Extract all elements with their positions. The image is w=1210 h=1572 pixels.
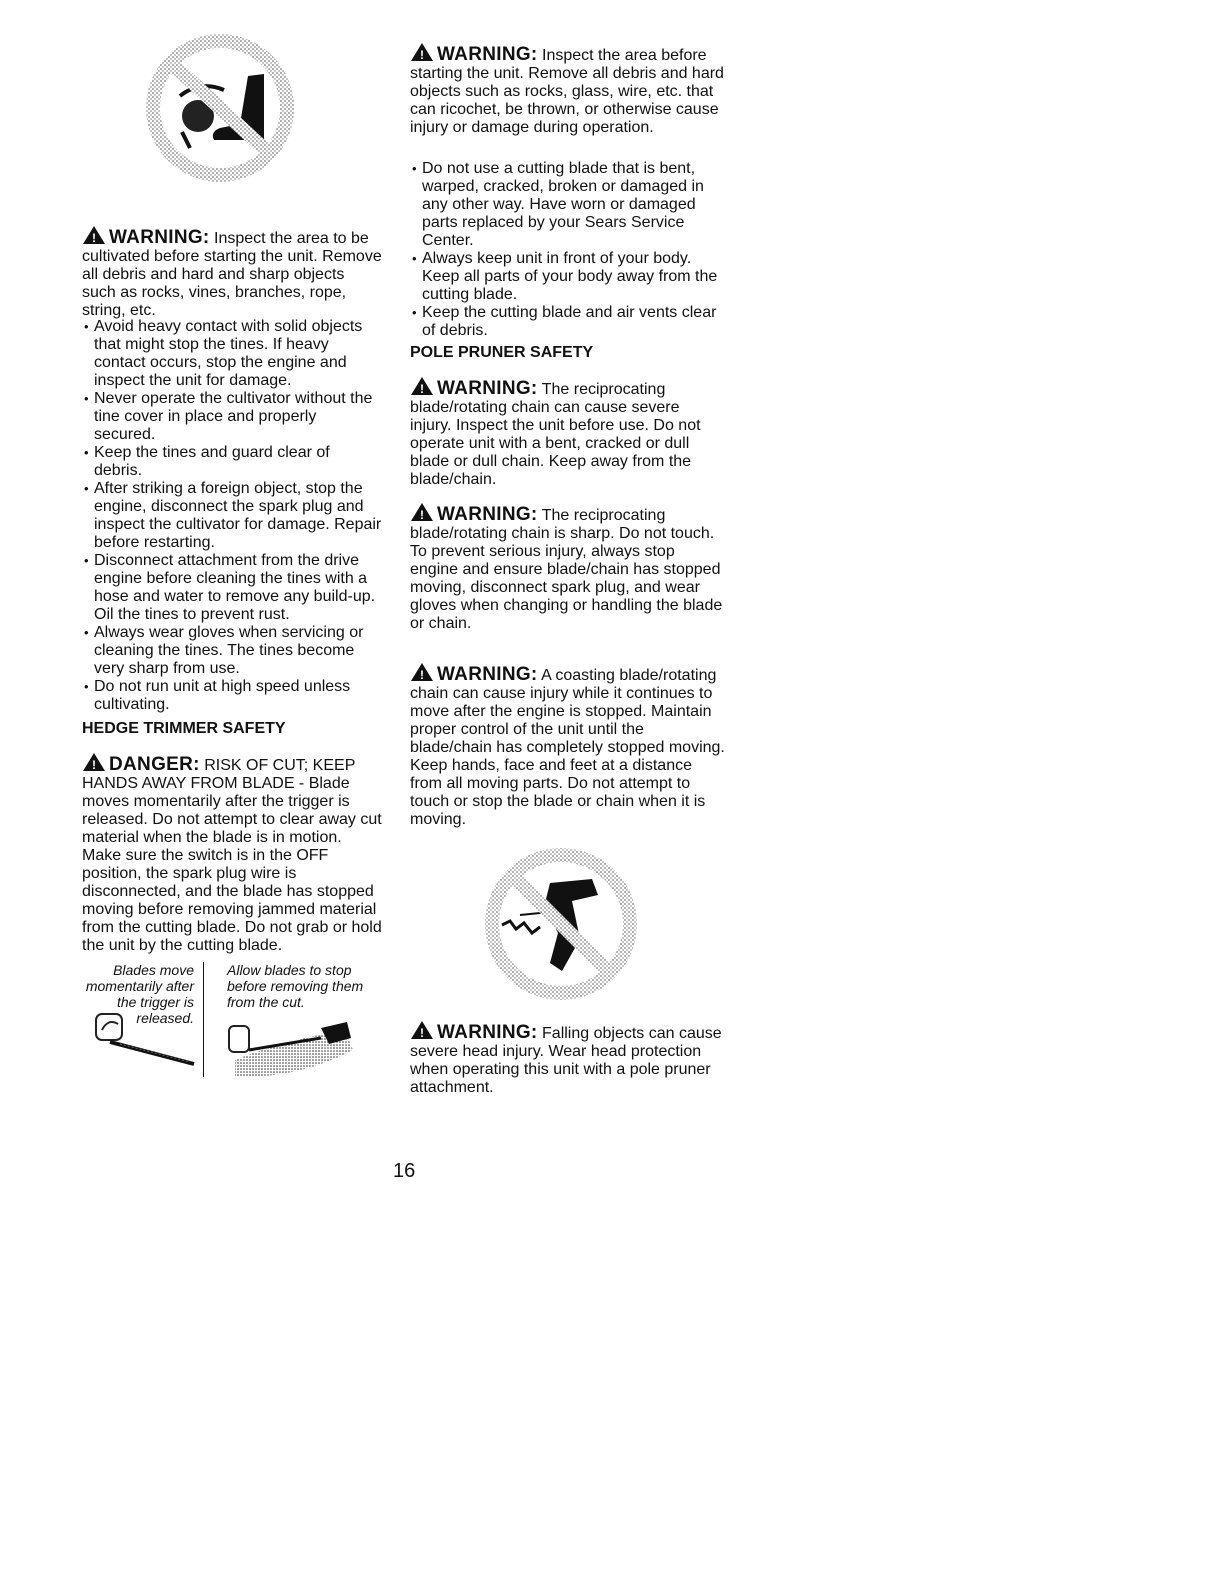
svg-text:!: ! <box>420 508 424 522</box>
list-item: • Keep the cutting blade and air vents clear of debris. <box>410 304 725 340</box>
warning-text: The reciprocating blade/rotating chain is sharp. Do not touch. To prevent serious injury, always stop engine and ensure blade/chain has stopped moving, disconnect spark plug, and wear gloves when changing or handling the blade or chain. <box>410 507 723 632</box>
list-item: • Avoid heavy contact with solid objects that might stop the tines. If heavy contact occurs, stop the engine and inspect the unit for damage. <box>82 318 382 390</box>
svg-text:!: ! <box>92 758 96 772</box>
warning-signal-word: WARNING: <box>437 44 538 65</box>
warning-triangle-icon <box>410 42 434 62</box>
svg-text:!: ! <box>420 48 424 62</box>
svg-text:!: ! <box>420 382 424 396</box>
list-item: • Do not run unit at high speed unless cultivating. <box>82 678 382 714</box>
list-item: • Always keep unit in front of your body. Keep all parts of your body away from the cutting blade. <box>410 250 725 304</box>
hedge-trimmer-illustration-left <box>90 1010 200 1070</box>
list-item: • Do not use a cutting blade that is bent, warped, cracked, broken or damaged in any other way. Have worn or damaged parts replaced by your Sears Service Center. <box>410 160 725 250</box>
hedge-trimmer-illustration-right <box>225 1020 355 1082</box>
svg-text:!: ! <box>420 668 424 682</box>
warning-signal-word: WARNING: <box>437 504 538 525</box>
list-item: • Always wear gloves when servicing or cleaning the tines. The tines become very sharp from use. <box>82 624 382 678</box>
no-hand-near-blade-icon <box>480 843 642 1005</box>
cultivator-safety-list <box>82 318 382 714</box>
warning-text: Inspect the area to be cultivated before starting the unit. Remove all debris and hard and sharp objects such as rocks, vines, branches, rope, string, etc. <box>82 230 382 319</box>
blade-safety-list <box>410 160 725 340</box>
warning-text: Falling objects can cause severe head injury. Wear head protection when operating this unit with a pole pruner attachment. <box>410 1025 722 1096</box>
danger-signal-word: DANGER: <box>109 754 200 775</box>
warning-triangle-icon <box>410 502 434 522</box>
pole-pruner-heading: POLE PRUNER SAFETY <box>410 344 594 361</box>
warning-signal-word: WARNING: <box>437 378 538 399</box>
caption-blades-move: Blades move momentarily after the trigger is released. <box>85 962 194 1026</box>
list-item: • After striking a foreign object, stop the engine, disconnect the spark plug and inspect the cultivator for damage. Repair before restarting. <box>82 480 382 552</box>
warning-signal-word: WARNING: <box>109 227 210 248</box>
warning-triangle-icon <box>410 376 434 396</box>
list-item: • Keep the tines and guard clear of debris. <box>82 444 382 480</box>
caption-divider <box>203 962 204 1077</box>
svg-text:!: ! <box>420 1026 424 1040</box>
list-item: • Never operate the cultivator without the tine cover in place and properly secured. <box>82 390 382 444</box>
svg-text:!: ! <box>92 231 96 245</box>
warning-signal-word: WARNING: <box>437 664 538 685</box>
warning-text: Inspect the area before starting the unit. Remove all debris and hard objects such as rocks, glass, wire, etc. that can ricochet, be thrown, or otherwise cause injury or damage during operation. <box>410 47 724 136</box>
list-item: • Disconnect attachment from the drive engine before cleaning the tines with a hose and water to remove any build-up. Oil the tines to prevent rust. <box>82 552 382 624</box>
caption-allow-blades: Allow blades to stop before removing them from the cut. <box>227 962 364 1010</box>
hedge-trimmer-heading: HEDGE TRIMMER SAFETY <box>82 720 286 737</box>
warning-triangle-icon <box>82 225 106 245</box>
no-foot-near-tines-icon <box>140 28 300 188</box>
warning-triangle-icon <box>82 752 106 772</box>
warning-triangle-icon <box>410 662 434 682</box>
warning-triangle-icon <box>410 1020 434 1040</box>
danger-text: RISK OF CUT; KEEP HANDS AWAY FROM BLADE - Blade moves momentarily after the trigger is released. Do not attempt to clear away cut material when the blade is in motion. Make sure the switch is in the OFF position, the spark plug wire is disconnected, and the blade has stopped moving before removing jammed material from the cutting blade. Do not grab or hold the unit by the cutting blade. <box>82 757 382 954</box>
warning-signal-word: WARNING: <box>437 1022 538 1043</box>
warning-text: The reciprocating blade/rotating chain can cause severe injury. Inspect the unit before use. Do not operate unit with a bent, cracked or dull blade or dull chain. Keep away from the blade/chain. <box>410 381 701 488</box>
page-number: 16 <box>393 1160 416 1182</box>
warning-text: A coasting blade/rotating chain can cause injury while it continues to move after the engine is stopped. Maintain proper control of the unit until the blade/chain has completely stopped moving. Keep hands, face and feet at a distance from all moving parts. Do not attempt to touch or stop the blade or chain when it is moving. <box>410 667 725 828</box>
